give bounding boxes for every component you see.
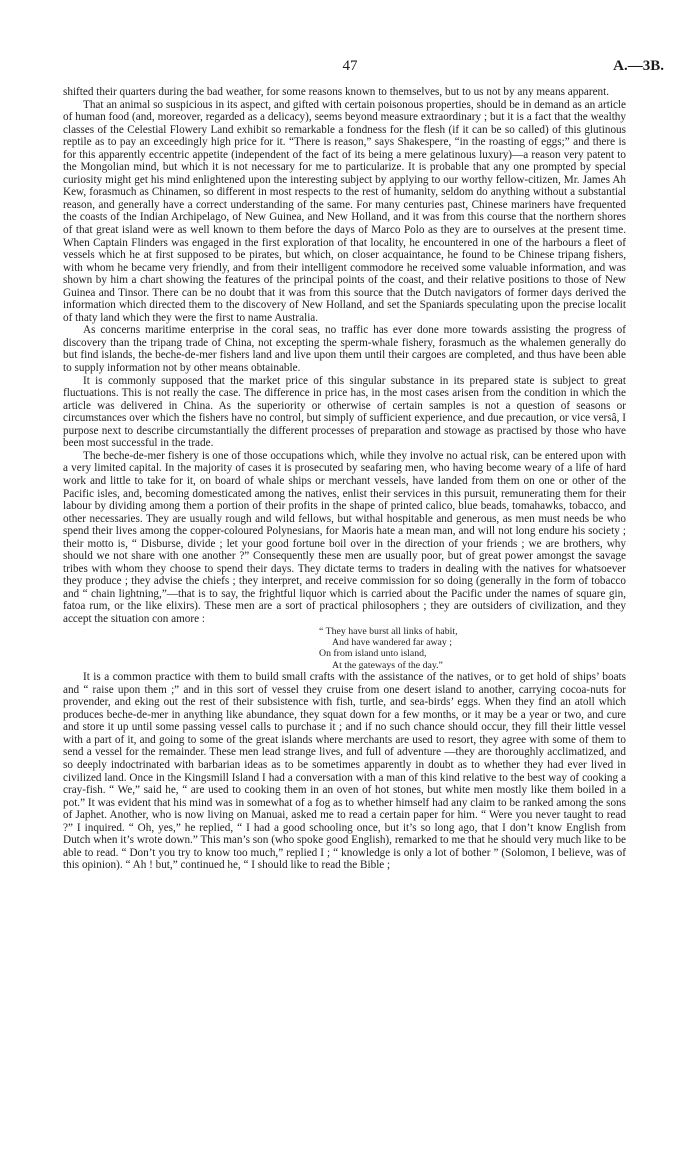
poem-quote <box>319 626 626 672</box>
paragraph: That an animal so suspicious in its aspect, and gifted with certain poisonous properties, should be in demand as an article of human food (and, moreover, regarded as a delicacy), seems beyond measure extraordinary ; but it is a fact that the wealthy classes of the Celestial Flowery Land exhibit so remarkable a fondness for the flesh (if it can be so called) of this glutinous reptile as to pay an exceedingly high price for it. “There is reason,” says Shakespere, “in the roasting of eggs;” and there is for this apparently eccentric appetite (independent of the fact of its being a mere gelatinous luxury)—a reason very patent to the Mongolian mind, but which it is not necessary for me to particularize. It is probable that any one prompted by special curiosity might get his mind enlightened upon the interesting subject by applying to our worthy fellow-citizen, Mr. James Ah Kew, forasmuch as Chinamen, so different in most respects to the rest of humanity, seldom do anything without a substantial reason, and generally have a correct understanding of the same. For many centuries past, Chinese mariners have frequented the coasts of the Indian Archipelago, of New Guinea, and New Holland, and it was from this course that the northern shores of that great island were as well known to them before the days of Marco Polo as they are to ourselves at the present time. When Captain Flinders was engaged in the first exploration of that locality, he encountered in one of the harbours a fleet of vessels which he at first supposed to be pirates, but which, on closer acquaintance, he found to be Chinese tripang fishers, with whom he became very friendly, and from their intelligent commodore he received some valuable information, and was shown by him a chart showing the features of the principal points of the coast, and their relative positions to those of New Guinea and Tinsor. There can be no doubt that it was from this source that the Dutch navigators of former days derived the information which directed them to the discovery of New Holland, and set the Spaniards speculating upon the precise localit of thaty land which they were the first to name Australia. <box>63 98 626 324</box>
document-reference: A.—3B. <box>613 58 664 74</box>
paragraph: It is a common practice with them to build small crafts with the assistance of the natives, or to get hold of ships’ boats and “ raise upon them ;” and in this sort of vessel they cruise from one desert island to another, carrying cocoa-nuts for provender, and eking out the rest of their subsistence with fish, turtle, and sea-birds’ eggs. When they find an atoll which produces beche-de-mer in anything like abundance, they squat down for a few months, or it may be a year or two, and cure and store it up until some passing vessel calls to purchase it ; and if no such chance should occur, they fill their little vessel with a part of it, and going to some of the great islands where merchants are used to resort, they agree with some of them to send a vessel for the remainder. These men lead strange lives, and full of adventure —they are thoroughly acclimatized, and so deeply indoctrinated with barbarian ideas as to be sometimes apparently in doubt as to whether they had ever lived in civilized land. Once in the Kingsmill Island I had a conversation with a man of this kind relative to the best way of cooking a cray-fish. “ We,” said he, “ are used to cooking them in an oven of hot stones, but white men mostly like them boiled in a pot.” It was evident that his mind was in somewhat of a fog as to whether himself had any claim to be ranked among the sons of Japhet. Another, who is now living on Manuai, asked me to read a certain paper for him. “ Were you never taught to read ?” I inquired. “ Oh, yes,” he replied, “ I had a good schooling once, but it’s so long ago, that I don’t know English from Dutch when it’s wrote down.” This man’s son (who spoke good English), remarked to me that he should very much like to be able to read. “ Don’t you try to know too much,” replied I ; “ knowledge is only a lot of bother ” (Solomon, I believe, was of this opinion). “ Ah ! but,” continued he, “ I should like to read the Bible ; <box>63 671 626 872</box>
body-text <box>63 86 626 872</box>
paragraph: It is commonly supposed that the market price of this singular substance in its prepared state is subject to great fluctuations. This is not really the case. The difference in price has, in the most cases arisen from the condition in which the article was delivered in China. As the superiority or otherwise of certain samples is not a question of seasons or circumstances over which the fishers have no control, but simply of sufficient experience, and due precaution, or vice versâ, I purpose next to describe circumstantially the different processes of preparation and stowage as practised by those who have been most successful in the trade. <box>63 374 626 450</box>
paragraph: shifted their quarters during the bad weather, for some reasons known to themselves, but to us not by any means apparent. <box>63 86 610 98</box>
paragraph: The beche-de-mer fishery is one of those occupations which, while they involve no actual risk, can be entered upon with a very limited capital. In the majority of cases it is prosecuted by seafaring men, who having become weary of a life of hard work and little to take for it, on board of whale ships or merchant vessels, have landed from them on one or other of the Pacific isles, and, becoming domesticated among the natives, enlist their services in this pursuit, remunerating them for their labour by dividing among them a portion of their profits in the shape of printed calico, blue beads, tomahawks, tobacco, and other necessaries. They are usually rough and wild fellows, but withal hospitable and generous, as men must needs be who spend their lives among the copper-coloured Polynesians, for Maoris hate a mean man, and will not long endure his society ; their motto is, “ Disburse, divide ; let your good fortune boil over in the direction of your friends ; we are brothers, why should we not share with one another ?” Consequently these men are usually poor, but of great power amongst the savage tribes with whom they choose to spend their days. They dictate terms to traders in dealing with the natives for whatsoever they produce ; they advise the chiefs ; they interpret, and receive commission for so doing (generally in the form of tobacco and “ chain lightning,”—that is to say, the frightful liquor which is carried about the Pacific under the names of square gin, fatoa rum, or the like elixirs). These men are a sort of practical philosophers ; they are outsiders of civilization, and they accept the situation con amore : <box>63 449 626 625</box>
poem-line: And have wandered far away ; <box>332 636 452 648</box>
poem-line: On from island unto island, <box>319 648 427 660</box>
paragraph: As concerns maritime enterprise in the coral seas, no traffic has ever done more towards assisting the progress of discovery than the tripang trade of China, not excepting the sperm-whale fishery, forasmuch as the whalemen generally do but find islands, the beche-de-mer fishers land and live upon them until their cargoes are completed, and thus have been able to supply information not by other means obtainable. <box>63 324 626 375</box>
poem-line: “ They have burst all links of habit, <box>319 625 458 637</box>
page-number: 47 <box>342 58 358 74</box>
poem-line: At the gateways of the day.” <box>332 659 443 671</box>
